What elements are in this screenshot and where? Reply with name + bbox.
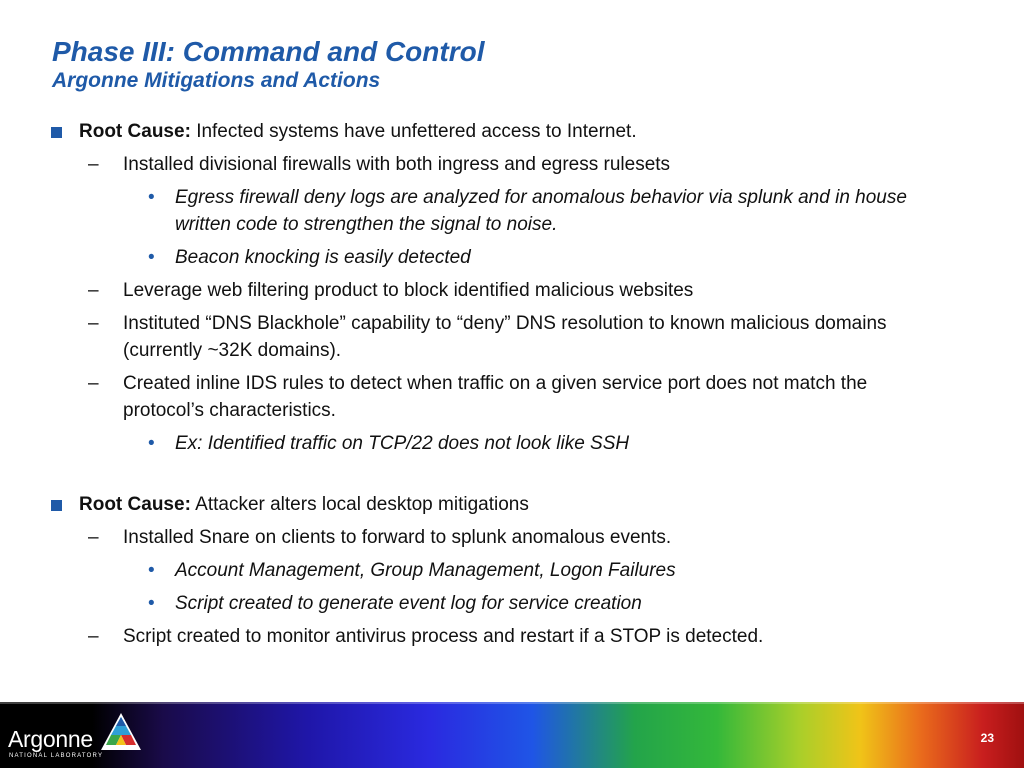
mitigation-text: Instituted “DNS Blackhole” capability to “deny” DNS resolution to known malicious domains (currently ~32K domains). [123, 313, 887, 361]
detail-item [46, 590, 946, 617]
detail-text: Egress firewall deny logs are analyzed for anomalous behavior via splunk and in house written code to strengthen the signal to noise. [175, 187, 907, 235]
mitigation-text: Created inline IDS rules to detect when traffic on a given service port does not match the protocol’s characteristics. [123, 373, 868, 421]
mitigation-item [46, 524, 946, 551]
detail-item [46, 244, 946, 271]
slide-subtitle: Argonne Mitigations and Actions [52, 69, 381, 92]
root-cause-text: Infected systems have unfettered access to Internet. [196, 121, 637, 142]
detail-text: Beacon knocking is easily detected [175, 247, 471, 268]
dot-bullet-icon: • [148, 560, 155, 581]
dash-bullet-icon: – [88, 373, 99, 394]
section-spacer [46, 457, 946, 489]
mitigation-text: Installed Snare on clients to forward to splunk anomalous events. [123, 527, 672, 548]
dash-bullet-icon: – [88, 527, 99, 548]
square-bullet-icon [51, 500, 62, 511]
mitigation-item [46, 370, 946, 424]
root-cause-label: Root Cause: [79, 494, 191, 515]
root-cause-item [46, 491, 946, 518]
mitigation-text: Installed divisional firewalls with both ingress and egress rulesets [123, 154, 671, 175]
dot-bullet-icon: • [148, 247, 155, 268]
mitigation-text: Leverage web filtering product to block identified malicious websites [123, 280, 694, 301]
logo-subtext: NATIONAL LABORATORY [9, 753, 104, 759]
argonne-logo [8, 712, 143, 764]
footer-divider [0, 702, 1024, 704]
dash-bullet-icon: – [88, 280, 99, 301]
detail-text: Script created to generate event log for service creation [175, 593, 642, 614]
detail-text: Account Management, Group Management, Logon Failures [175, 560, 676, 581]
mitigation-item [46, 623, 946, 650]
root-cause-label: Root Cause: [79, 121, 191, 142]
mitigation-item [46, 151, 946, 178]
footer-band [0, 702, 1024, 768]
slide-title: Phase III: Command and Control [52, 36, 485, 67]
square-bullet-icon [51, 127, 62, 138]
detail-item [46, 184, 946, 238]
logo-wordmark: Argonne [8, 726, 93, 752]
mitigation-item [46, 310, 946, 364]
argonne-triangle-icon [100, 712, 142, 752]
detail-text: Ex: Identified traffic on TCP/22 does not look like SSH [175, 433, 630, 454]
root-cause-item [46, 118, 946, 145]
page-number: 23 [980, 731, 994, 745]
detail-item [46, 557, 946, 584]
slide-body [46, 116, 946, 650]
root-cause-text: Attacker alters local desktop mitigations [195, 494, 529, 515]
dot-bullet-icon: • [148, 593, 155, 614]
mitigation-item [46, 277, 946, 304]
detail-item [46, 430, 946, 457]
dot-bullet-icon: • [148, 433, 155, 454]
mitigation-text: Script created to monitor antivirus process and restart if a STOP is detected. [123, 626, 764, 647]
slide-header [52, 36, 484, 94]
dash-bullet-icon: – [88, 154, 99, 175]
dash-bullet-icon: – [88, 626, 99, 647]
dash-bullet-icon: – [88, 313, 99, 334]
dot-bullet-icon: • [148, 187, 155, 208]
